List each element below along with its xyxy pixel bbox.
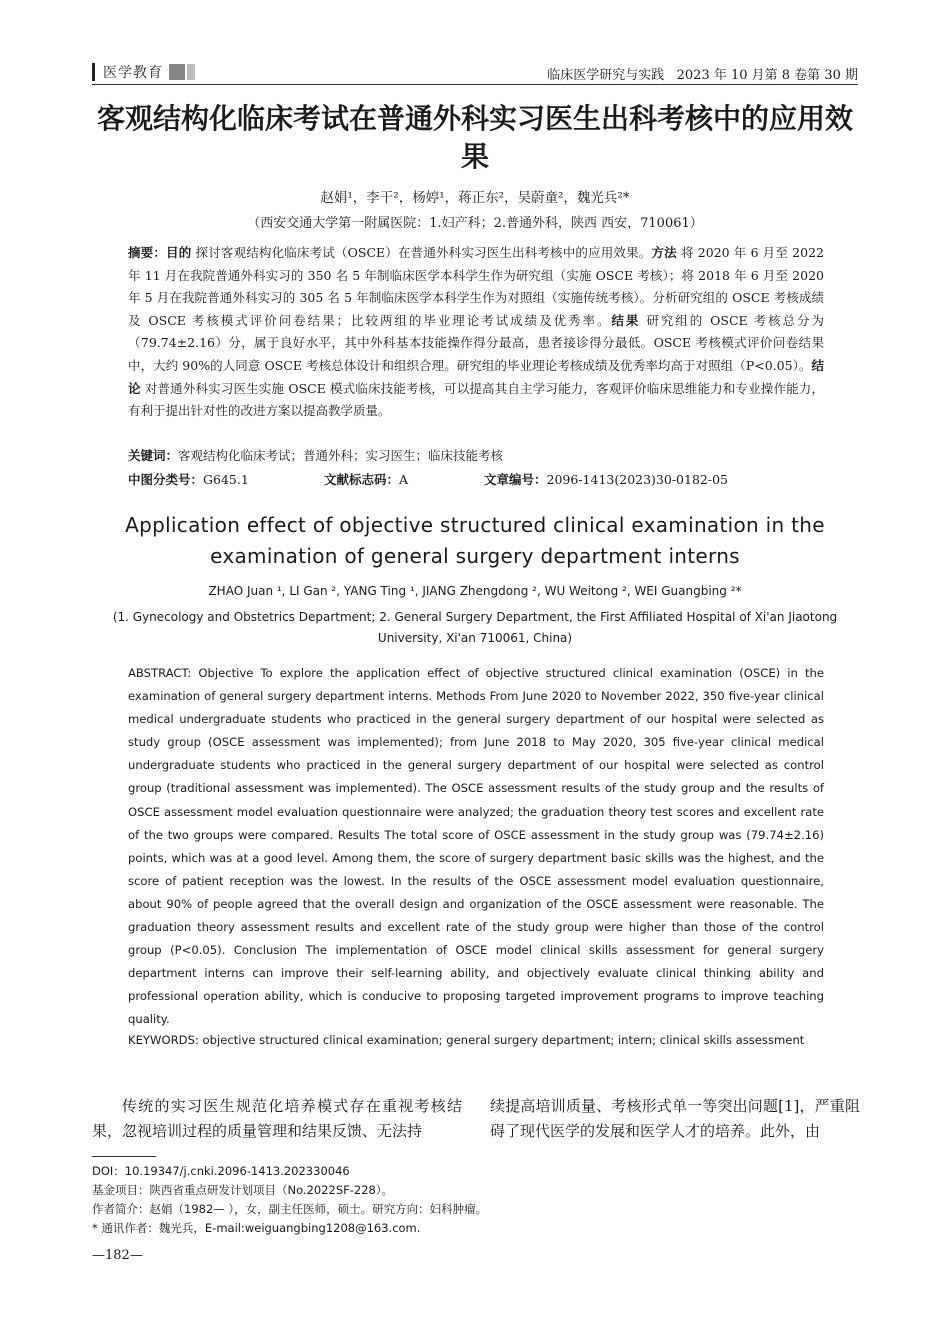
section-header xyxy=(92,62,195,82)
article-label: 文章编号： xyxy=(484,472,547,487)
results-text: 研究组的 OSCE 考核总分为（79.74±2.16）分，属于良好水平，其中外科基本技能操作得分最高，患者接诊得分最低。OSCE 考核模式评价问卷结果中，大约 90%的人同意 OSCE 考核总体设计和组织合理。研究组的毕业理论考核成绩及优秀率均高于对照组（P<0.05）。 xyxy=(128,312,824,373)
section-bar-decoration xyxy=(92,63,95,81)
authors-cn: 赵娟¹，李干²，杨婷¹，蒋正东²，吴蔚童²，魏光兵²* xyxy=(320,190,630,206)
journal-name: 临床医学研究与实践 xyxy=(547,68,665,83)
affiliation-cn: （西安交通大学第一附属医院：1.妇产科；2.普通外科，陕西 西安，710061） xyxy=(247,216,703,231)
methods-text: 将 2020 年 6 月至 2022 年 11 月在我院普通外科实习的 350 名 5 年制临床医学本科学生作为研究组（实施 OSCE 考核）；将 2018 年 6 月至 2020 年 5 月在我院普通外科实习的 305 名 5 年制临床医学本科学生作为对照组（实施传统考核）。分析研究组的 OSCE 考核成绩及 OSCE 考核模式评价问卷结果；比较两组的毕业理论考试成绩及优秀率。 xyxy=(128,245,824,328)
footnotes xyxy=(92,1162,858,1238)
objective-text: 探讨客观结构化临床考试（OSCE）在普通外科实习医生出科考核中的应用效果。 xyxy=(195,245,652,260)
methods-label: 方法 xyxy=(651,245,677,260)
footnote-author: 作者简介：赵娟（1982— ），女，副主任医师，硕士。研究方向：妇科肿瘤。 xyxy=(92,1202,488,1216)
clc-label: 中图分类号： xyxy=(128,472,204,487)
keywords-cn-text: 客观结构化临床考试；普通外科；实习医生；临床技能考核 xyxy=(178,448,504,463)
abstract-en xyxy=(128,662,824,1032)
abstract-en-text: Objective To explore the application effect of objective structured clinical examination (OSCE) in the examination of general surgery department interns. Methods From June 2020 to November 2022, 350 five-year clinical medical undergraduate students who practiced in the general surgery department of our hospital were selected as study group (OSCE assessment was implemented); from June 2018 to May 2020, 305 five-year clinical medical undergraduate students who practiced in the general surgery department of our hospital were selected as control group (traditional assessment was implemented). The OSCE assessment results of the study group and the results of OSCE assessment model evaluation questionnaire were analyzed; the graduation theory test scores and excellent rate of the two groups were compared. Results The total score of OSCE assessment in the study group was (79.74±2.16) points, which was at a good level. Among them, the score of surgery department basic skills was the highest, and the score of patient reception was the lowest. In the results of the OSCE assessment model evaluation questionnaire, about 90% of people agreed that the overall design and organization of the OSCE assessment were reasonable. The graduation theory assessment results and excellent rate of the study group were higher than those of the control group (P<0.05). Conclusion The implementation of OSCE model clinical skills assessment for general surgery department interns can improve their self-learning ability, and objectively evaluate clinical thinking ability and professional operation ability, which is conducive to proposing targeted improvement programs to improve teaching quality. xyxy=(128,666,824,1027)
footnote-doi: DOI：10.19347/j.cnki.2096-1413.202330046 xyxy=(92,1164,350,1178)
footnote-divider xyxy=(92,1156,156,1157)
keywords-en xyxy=(128,1030,824,1051)
journal-info xyxy=(547,64,858,83)
footnote-fund: 基金项目：陕西省重点研发计划项目（No.2022SF-228）。 xyxy=(92,1183,394,1197)
results-label: 结果 xyxy=(611,312,641,328)
objective-label: 目的 xyxy=(166,245,192,260)
journal-issue: 2023 年 10 月第 8 卷第 30 期 xyxy=(676,68,858,83)
section-block-decoration-light xyxy=(187,64,195,80)
title-en: Application effect of objective structured clinical examination in the examination of general surgery department interns xyxy=(125,513,825,568)
document-code xyxy=(324,470,408,488)
abstract-cn-label: 摘要： xyxy=(128,245,167,260)
doc-label: 文献标志码： xyxy=(324,472,400,487)
body-column-right: 续提高培训质量、考核形式单一等突出问题[1]，严重阻碍了现代医学的发展和医学人才的培养。此外，由 xyxy=(490,1097,860,1140)
keywords-en-label: KEYWORDS: xyxy=(128,1033,199,1047)
section-label: 医学教育 xyxy=(103,65,163,81)
title-cn: 客观结构化临床考试在普通外科实习医生出科考核中的应用效果 xyxy=(96,102,853,173)
article-value: 2096-1413(2023)30-0182-05 xyxy=(546,472,728,487)
authors-en: ZHAO Juan ¹, LI Gan ², YANG Ting ¹, JIANG Zhengdong ², WU Weitong ², WEI Guangbing ²* xyxy=(208,584,742,598)
header-divider xyxy=(92,84,858,85)
abstract-cn xyxy=(128,242,824,423)
page-number: —182— xyxy=(92,1248,143,1263)
body-column-left: 传统的实习医生规范化培养模式存在重视考核结果，忽视培训过程的质量管理和结果反馈、无法持 xyxy=(92,1097,462,1140)
article-number xyxy=(484,470,728,488)
conclusion-text: 对普通外科实习医生实施 OSCE 模式临床技能考核，可以提高其自主学习能力，客观评价临床思维能力和专业操作能力，有利于提出针对性的改进方案以提高教学质量。 xyxy=(128,380,824,419)
conclusion-label: 结论 xyxy=(128,357,824,396)
affiliation-en: (1. Gynecology and Obstetrics Department; 2. General Surgery Department, the First Affiliated Hospital of Xi'an Jiaotong University, Xi'an 710061, China) xyxy=(112,610,838,645)
keywords-en-text: objective structured clinical examination; general surgery department; intern; clinical skills assessment xyxy=(202,1033,805,1047)
abstract-en-label: ABSTRACT: xyxy=(128,666,192,680)
clc-value: G645.1 xyxy=(203,472,249,487)
section-block-decoration xyxy=(169,64,185,80)
footnote-corresponding: * 通讯作者：魏光兵，E-mail:weiguangbing1208@163.com. xyxy=(92,1221,421,1235)
keywords-cn xyxy=(128,446,824,464)
clc-number xyxy=(128,470,249,488)
doc-value: A xyxy=(399,472,409,487)
keywords-cn-label: 关键词： xyxy=(128,448,179,463)
